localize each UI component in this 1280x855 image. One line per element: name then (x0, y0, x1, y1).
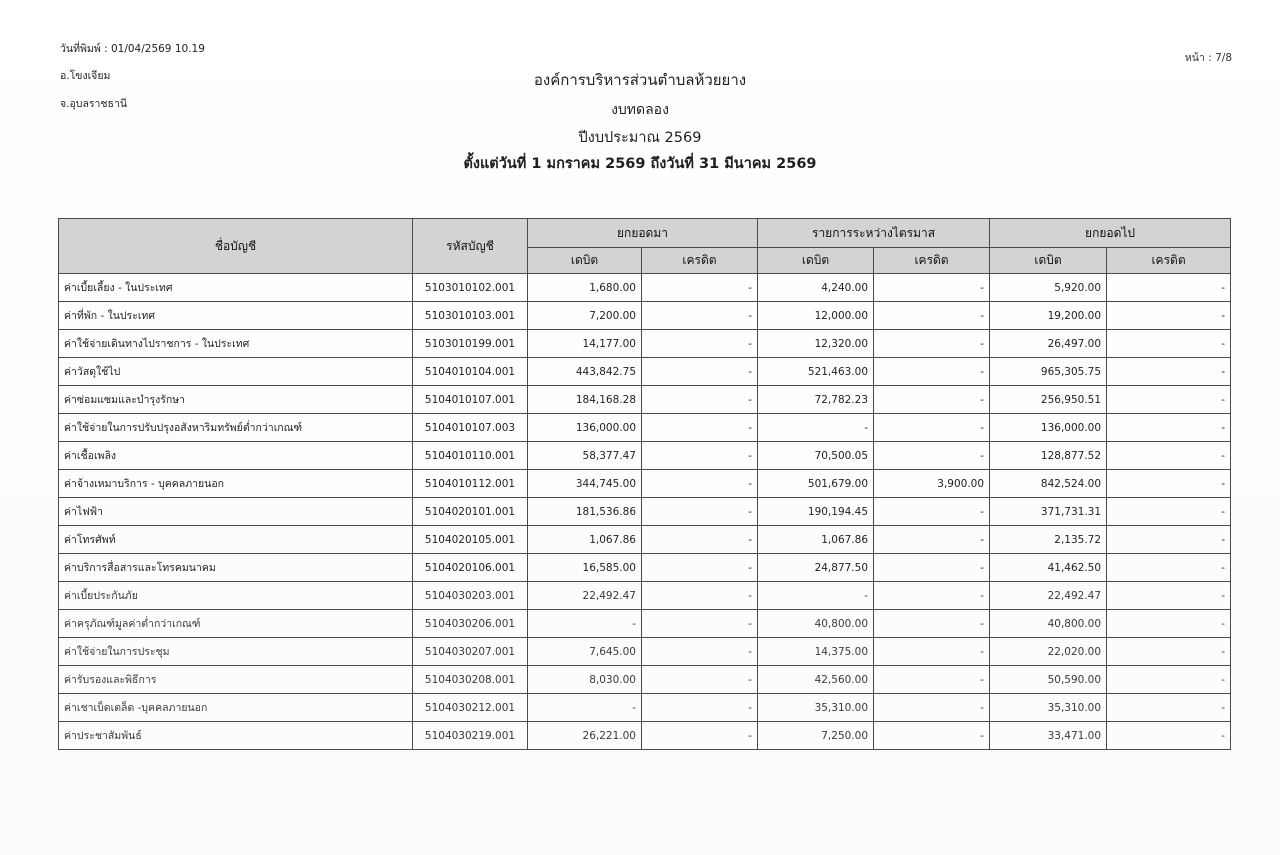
table-row (59, 414, 1231, 442)
q-credit-cell: - (874, 386, 990, 414)
bf-debit-cell: 1,680.00 (528, 274, 642, 302)
bf-debit-cell: 181,536.86 (528, 498, 642, 526)
cf-credit-cell: - (1107, 414, 1231, 442)
q-credit-cell: - (874, 358, 990, 386)
cf-credit-cell: - (1107, 526, 1231, 554)
table-row (59, 470, 1231, 498)
cf-debit-cell: 371,731.31 (990, 498, 1107, 526)
table-row (59, 554, 1231, 582)
bf-debit-cell: - (528, 694, 642, 722)
bf-debit-cell: 7,645.00 (528, 638, 642, 666)
table-row (59, 638, 1231, 666)
header-q-credit: เครดิต (874, 248, 990, 274)
district-label: อ.โขงเจียม (60, 70, 111, 82)
q-debit-cell: 7,250.00 (758, 722, 874, 750)
bf-credit-cell: - (642, 554, 758, 582)
bf-debit-cell: 136,000.00 (528, 414, 642, 442)
bf-debit-cell: - (528, 610, 642, 638)
table-row (59, 330, 1231, 358)
bf-debit-cell: 344,745.00 (528, 470, 642, 498)
bf-credit-cell: - (642, 666, 758, 694)
cf-debit-cell: 128,877.52 (990, 442, 1107, 470)
account-name-cell: ค่าประชาสัมพันธ์ (59, 722, 413, 750)
account-name-cell: ค่าวัสดุใช้ไป (59, 358, 413, 386)
q-credit-cell: - (874, 498, 990, 526)
print-date: วันที่พิมพ์ : 01/04/2569 10.19 (60, 43, 205, 55)
q-debit-cell: 521,463.00 (758, 358, 874, 386)
province-label: จ.อุบลราชธานี (60, 98, 128, 110)
bf-debit-cell: 22,492.47 (528, 582, 642, 610)
account-code-cell: 5103010199.001 (413, 330, 528, 358)
account-code-cell: 5104030212.001 (413, 694, 528, 722)
cf-debit-cell: 19,200.00 (990, 302, 1107, 330)
cf-credit-cell: - (1107, 358, 1231, 386)
bf-debit-cell: 443,842.75 (528, 358, 642, 386)
trial-balance-table (58, 218, 1231, 750)
bf-credit-cell: - (642, 582, 758, 610)
account-name-cell: ค่าบริการสื่อสารและโทรคมนาคม (59, 554, 413, 582)
table-row (59, 582, 1231, 610)
cf-credit-cell: - (1107, 274, 1231, 302)
account-code-cell: 5104030206.001 (413, 610, 528, 638)
cf-debit-cell: 256,950.51 (990, 386, 1107, 414)
account-code-cell: 5103010102.001 (413, 274, 528, 302)
bf-debit-cell: 8,030.00 (528, 666, 642, 694)
account-code-cell: 5104020101.001 (413, 498, 528, 526)
account-code-cell: 5104010110.001 (413, 442, 528, 470)
q-credit-cell: - (874, 526, 990, 554)
table-row (59, 666, 1231, 694)
account-name-cell: ค่าเบี้ยเลี้ยง - ในประเทศ (59, 274, 413, 302)
report-title: งบทดลอง (611, 102, 669, 118)
account-name-cell: ค่าที่พัก - ในประเทศ (59, 302, 413, 330)
bf-credit-cell: - (642, 330, 758, 358)
cf-debit-cell: 40,800.00 (990, 610, 1107, 638)
table-row (59, 526, 1231, 554)
account-code-cell: 5104030207.001 (413, 638, 528, 666)
account-code-cell: 5104030203.001 (413, 582, 528, 610)
cf-debit-cell: 41,462.50 (990, 554, 1107, 582)
cf-credit-cell: - (1107, 302, 1231, 330)
bf-debit-cell: 14,177.00 (528, 330, 642, 358)
q-debit-cell: - (758, 414, 874, 442)
bf-credit-cell: - (642, 358, 758, 386)
bf-credit-cell: - (642, 694, 758, 722)
cf-debit-cell: 22,020.00 (990, 638, 1107, 666)
cf-credit-cell: - (1107, 470, 1231, 498)
header-cf-debit: เดบิต (990, 248, 1107, 274)
fiscal-year: ปีงบประมาณ 2569 (578, 130, 702, 146)
q-debit-cell: 70,500.05 (758, 442, 874, 470)
q-credit-cell: - (874, 554, 990, 582)
q-debit-cell: 190,194.45 (758, 498, 874, 526)
q-debit-cell: - (758, 582, 874, 610)
q-credit-cell: - (874, 414, 990, 442)
account-code-cell: 5104020106.001 (413, 554, 528, 582)
header-account-code: รหัสบัญชี (413, 219, 528, 274)
cf-credit-cell: - (1107, 610, 1231, 638)
header-account-name: ชื่อบัญชี (59, 219, 413, 274)
header-q-debit: เดบิต (758, 248, 874, 274)
cf-credit-cell: - (1107, 330, 1231, 358)
q-debit-cell: 24,877.50 (758, 554, 874, 582)
organization-title: องค์การบริหารส่วนตำบลห้วยยาง (533, 71, 747, 89)
bf-credit-cell: - (642, 722, 758, 750)
cf-credit-cell: - (1107, 386, 1231, 414)
bf-credit-cell: - (642, 302, 758, 330)
table-body (59, 274, 1231, 750)
account-code-cell: 5104010107.001 (413, 386, 528, 414)
bf-credit-cell: - (642, 274, 758, 302)
account-name-cell: ค่าเชื้อเพลิง (59, 442, 413, 470)
account-name-cell: ค่าเบี้ยประกันภัย (59, 582, 413, 610)
header-brought-forward: ยกยอดมา (528, 219, 758, 248)
cf-debit-cell: 842,524.00 (990, 470, 1107, 498)
report-period: ตั้งแต่วันที่ 1 มกราคม 2569 ถึงวันที่ 31 มีนาคม 2569 (463, 156, 817, 172)
bf-debit-cell: 7,200.00 (528, 302, 642, 330)
cf-credit-cell: - (1107, 582, 1231, 610)
cf-debit-cell: 50,590.00 (990, 666, 1107, 694)
cf-credit-cell: - (1107, 694, 1231, 722)
account-name-cell: ค่าใช้จ่ายในการประชุม (59, 638, 413, 666)
q-debit-cell: 1,067.86 (758, 526, 874, 554)
q-credit-cell: - (874, 638, 990, 666)
bf-credit-cell: - (642, 526, 758, 554)
q-credit-cell: - (874, 330, 990, 358)
account-code-cell: 5104010104.001 (413, 358, 528, 386)
cf-credit-cell: - (1107, 554, 1231, 582)
bf-credit-cell: - (642, 442, 758, 470)
bf-credit-cell: - (642, 414, 758, 442)
q-debit-cell: 42,560.00 (758, 666, 874, 694)
account-code-cell: 5103010103.001 (413, 302, 528, 330)
bf-debit-cell: 16,585.00 (528, 554, 642, 582)
bf-credit-cell: - (642, 498, 758, 526)
cf-debit-cell: 26,497.00 (990, 330, 1107, 358)
cf-debit-cell: 33,471.00 (990, 722, 1107, 750)
cf-credit-cell: - (1107, 498, 1231, 526)
q-debit-cell: 40,800.00 (758, 610, 874, 638)
table-row (59, 302, 1231, 330)
table-row (59, 498, 1231, 526)
cf-debit-cell: 35,310.00 (990, 694, 1107, 722)
account-name-cell: ค่าใช้จ่ายเดินทางไปราชการ - ในประเทศ (59, 330, 413, 358)
account-name-cell: ค่าโทรศัพท์ (59, 526, 413, 554)
q-debit-cell: 72,782.23 (758, 386, 874, 414)
cf-debit-cell: 22,492.47 (990, 582, 1107, 610)
account-name-cell: ค่าจ้างเหมาบริการ - บุคคลภายนอก (59, 470, 413, 498)
account-code-cell: 5104010107.003 (413, 414, 528, 442)
q-credit-cell: - (874, 694, 990, 722)
q-credit-cell: - (874, 610, 990, 638)
q-debit-cell: 12,320.00 (758, 330, 874, 358)
cf-credit-cell: - (1107, 442, 1231, 470)
bf-credit-cell: - (642, 610, 758, 638)
cf-credit-cell: - (1107, 638, 1231, 666)
account-code-cell: 5104030219.001 (413, 722, 528, 750)
q-credit-cell: - (874, 274, 990, 302)
account-name-cell: ค่ารับรองและพิธีการ (59, 666, 413, 694)
q-debit-cell: 35,310.00 (758, 694, 874, 722)
header-bf-debit: เดบิต (528, 248, 642, 274)
q-credit-cell: - (874, 302, 990, 330)
header-cf-credit: เครดิต (1107, 248, 1231, 274)
header-carried-forward: ยกยอดไป (990, 219, 1231, 248)
account-name-cell: ค่าเชาเบ็ดเตล็ด -บุคคลภายนอก (59, 694, 413, 722)
bf-credit-cell: - (642, 638, 758, 666)
account-code-cell: 5104010112.001 (413, 470, 528, 498)
cf-debit-cell: 136,000.00 (990, 414, 1107, 442)
bf-credit-cell: - (642, 470, 758, 498)
account-code-cell: 5104030208.001 (413, 666, 528, 694)
account-code-cell: 5104020105.001 (413, 526, 528, 554)
table-row (59, 442, 1231, 470)
q-debit-cell: 501,679.00 (758, 470, 874, 498)
table-row (59, 610, 1231, 638)
cf-credit-cell: - (1107, 722, 1231, 750)
q-credit-cell: 3,900.00 (874, 470, 990, 498)
table-row (59, 386, 1231, 414)
q-debit-cell: 14,375.00 (758, 638, 874, 666)
cf-debit-cell: 2,135.72 (990, 526, 1107, 554)
q-credit-cell: - (874, 582, 990, 610)
q-debit-cell: 12,000.00 (758, 302, 874, 330)
table-row (59, 722, 1231, 750)
q-credit-cell: - (874, 442, 990, 470)
q-credit-cell: - (874, 666, 990, 694)
cf-debit-cell: 965,305.75 (990, 358, 1107, 386)
bf-debit-cell: 58,377.47 (528, 442, 642, 470)
bf-debit-cell: 1,067.86 (528, 526, 642, 554)
q-credit-cell: - (874, 722, 990, 750)
page-number: หน้า : 7/8 (1184, 52, 1232, 64)
table-row (59, 694, 1231, 722)
cf-credit-cell: - (1107, 666, 1231, 694)
header-bf-credit: เครดิต (642, 248, 758, 274)
bf-credit-cell: - (642, 386, 758, 414)
bf-debit-cell: 26,221.00 (528, 722, 642, 750)
table-row (59, 274, 1231, 302)
cf-debit-cell: 5,920.00 (990, 274, 1107, 302)
table-row (59, 358, 1231, 386)
bf-debit-cell: 184,168.28 (528, 386, 642, 414)
account-name-cell: ค่าซ่อมแซมและบำรุงรักษา (59, 386, 413, 414)
account-name-cell: ค่าครุภัณฑ์มูลค่าต่ำกว่าเกณฑ์ (59, 610, 413, 638)
account-name-cell: ค่าไฟฟ้า (59, 498, 413, 526)
account-name-cell: ค่าใช้จ่ายในการปรับปรุงอสังหาริมทรัพย์ต่ำกว่าเกณฑ์ (59, 414, 413, 442)
header-during-quarter: รายการระหว่างไตรมาส (758, 219, 990, 248)
q-debit-cell: 4,240.00 (758, 274, 874, 302)
